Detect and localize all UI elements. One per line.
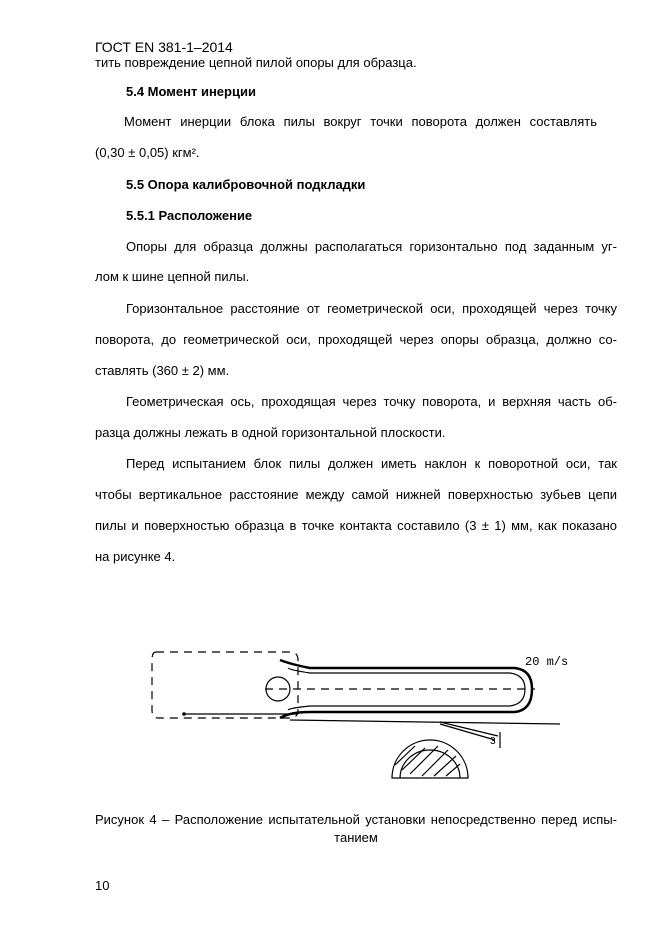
saw-body-outline — [152, 652, 298, 718]
text-line: пилы и поверхностью образца в точке контакта составило (3 ± 1) мм, как показано — [95, 518, 617, 533]
text-line: Момент инерции блока пилы вокруг точки поворота должен составлять — [124, 114, 597, 129]
text-line: Горизонтальное расстояние от геометрической оси, проходящей через точку — [126, 301, 617, 316]
heading-5-4: 5.4 Момент инерции — [126, 84, 256, 99]
page-number: 10 — [95, 878, 110, 893]
text-line: поворота, до геометрической оси, проходящей через опоры образца, должно со- — [95, 332, 617, 347]
speed-label: 20 m/s — [525, 655, 569, 669]
text-line: Геометрическая ось, проходящая через точку поворота, и верхняя часть об- — [126, 394, 617, 409]
text-line: на рисунке 4. — [95, 549, 176, 564]
figure-caption-continued: танием — [334, 830, 378, 845]
text-line: Перед испытанием блок пилы должен иметь наклон к поворотной оси, так — [126, 456, 617, 471]
heading-5-5: 5.5 Опора калибровочной подкладки — [126, 177, 366, 192]
text-line: чтобы вертикальное расстояние между самой нижней поверхностью зубьев цепи — [95, 487, 617, 502]
specimen-support — [392, 740, 468, 778]
text-line: разца должны лежать в одной горизонтальной плоскости. — [95, 425, 446, 440]
figure-caption: Рисунок 4 – Расположение испытательной установки непосредственно перед испы- — [95, 812, 617, 827]
chainsaw-test-setup-figure — [140, 640, 569, 790]
text-line: (0,30 ± 0,05) кгм². — [95, 145, 200, 160]
text-line: Опоры для образца должны располагаться горизонтально под заданным уг- — [126, 239, 617, 254]
continued-text: тить повреждение цепной пилой опоры для образца. — [95, 55, 417, 70]
text-line: лом к шине цепной пилы. — [95, 269, 250, 284]
heading-5-5-1: 5.5.1 Расположение — [126, 208, 253, 223]
text-line: ставлять (360 ± 2) мм. — [95, 363, 230, 378]
document-code: ГОСТ EN 381-1–2014 — [95, 39, 233, 55]
gap-label: 3 — [490, 736, 496, 747]
